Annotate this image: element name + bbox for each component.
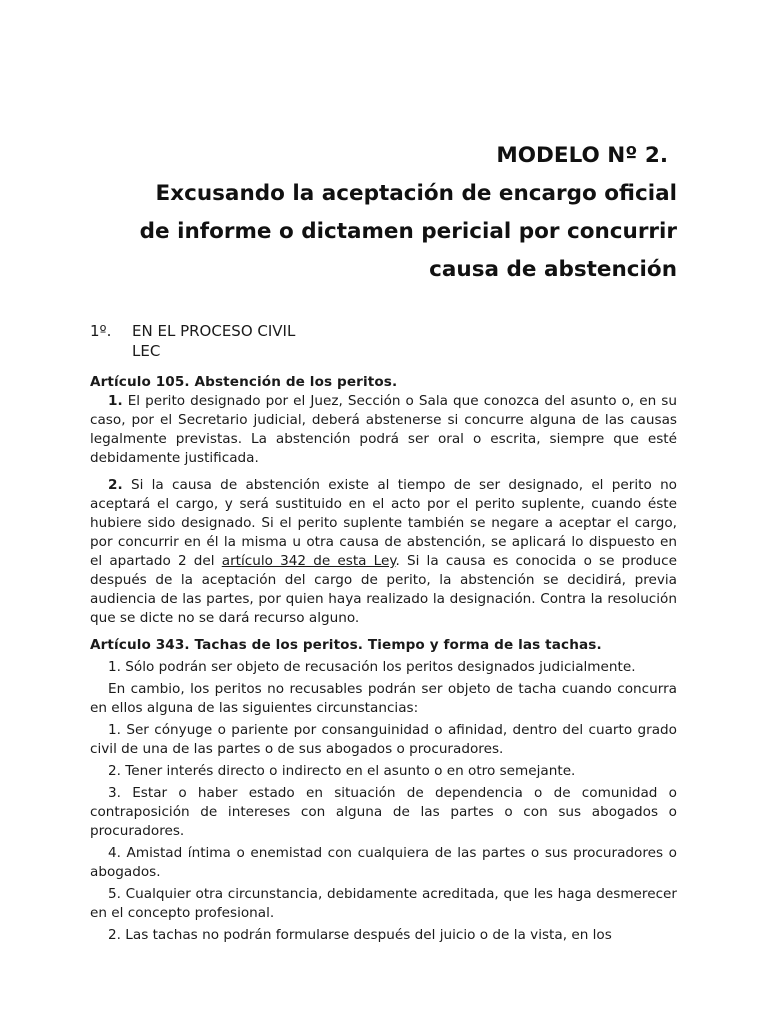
article-paragraph: 2. Las tachas no podrán formularse después del juicio o de la vista, en los (108, 927, 612, 943)
article-paragraph: 1. Ser cónyuge o pariente por consanguinidad o afinidad, dentro del cuarto grado civil de una de las partes o de sus abogados o procuradores. (90, 722, 677, 757)
title-line: de informe o dictamen pericial por concurrir (139, 219, 677, 244)
article-paragraph: En cambio, los peritos no recusables podrán ser objeto de tacha cuando concurra en ellos alguna de las siguientes circunstancias: (90, 681, 677, 716)
article-105-heading: Artículo 105. Abstención de los peritos. (90, 374, 398, 390)
paragraph-text: . Si la causa es conocida o se produce después de la aceptación del cargo de perito, la abstención se decidirá, previa audiencia de las partes, por quien haya realizado la designación. Contra la resolución que se dicte no se dará recurso alguno. (90, 553, 677, 626)
article-paragraph: 2. Tener interés directo o indirecto en el asunto o en otro semejante. (108, 763, 576, 779)
paragraph-text: Si la causa de abstención existe al tiempo de ser designado, el perito no aceptará el cargo, y será sustituido en el acto por el perito suplente, cuando éste hubiere sido designado. Si el perito suplente también se negare a aceptar el cargo, por concurrir en él la misma u otra causa de abstención, se aplicará lo dispuesto en el apartado 2 del (90, 477, 678, 569)
article-paragraph: 5. Cualquier otra circunstancia, debidamente acreditada, que les haga desmerecer en el concepto profesional. (90, 886, 677, 921)
article-paragraph: 4. Amistad íntima o enemistad con cualquiera de las partes o sus procuradores o abogados. (90, 845, 677, 880)
title-line: causa de abstención (429, 257, 677, 282)
article-paragraph (90, 392, 677, 468)
document-title (90, 137, 677, 289)
document-body (90, 373, 677, 945)
paragraph-number: 1. (108, 393, 123, 409)
title-model-number: MODELO Nº 2. (496, 143, 668, 168)
article-342-link[interactable]: artículo 342 de esta Ley (221, 553, 396, 569)
article-paragraph: 1. Sólo podrán ser objeto de recusación los peritos designados judicialmente. (108, 659, 636, 675)
paragraph-text: El perito designado por el Juez, Sección o Sala que conozca del asunto o, en su caso, por el Secretario judicial, deberá abstenerse si concurre alguna de las causas legalmente previstas. La abstención podrá ser oral o escrita, siempre que esté debidamente justificada. (90, 393, 677, 466)
article-343-heading: Artículo 343. Tachas de los peritos. Tiempo y forma de las tachas. (90, 637, 602, 653)
paragraph-number: 2. (108, 477, 123, 493)
section-subtitle: LEC (132, 342, 161, 360)
section-number: 1º. (90, 322, 112, 340)
section-title: EN EL PROCESO CIVIL (132, 322, 296, 340)
title-line: Excusando la aceptación de encargo oficial (155, 181, 677, 206)
section-heading (90, 321, 295, 361)
article-paragraph (90, 476, 677, 628)
article-paragraph: 3. Estar o haber estado en situación de dependencia o de comunidad o contraposición de intereses con alguna de las partes o con sus abogados o procuradores. (90, 785, 677, 839)
